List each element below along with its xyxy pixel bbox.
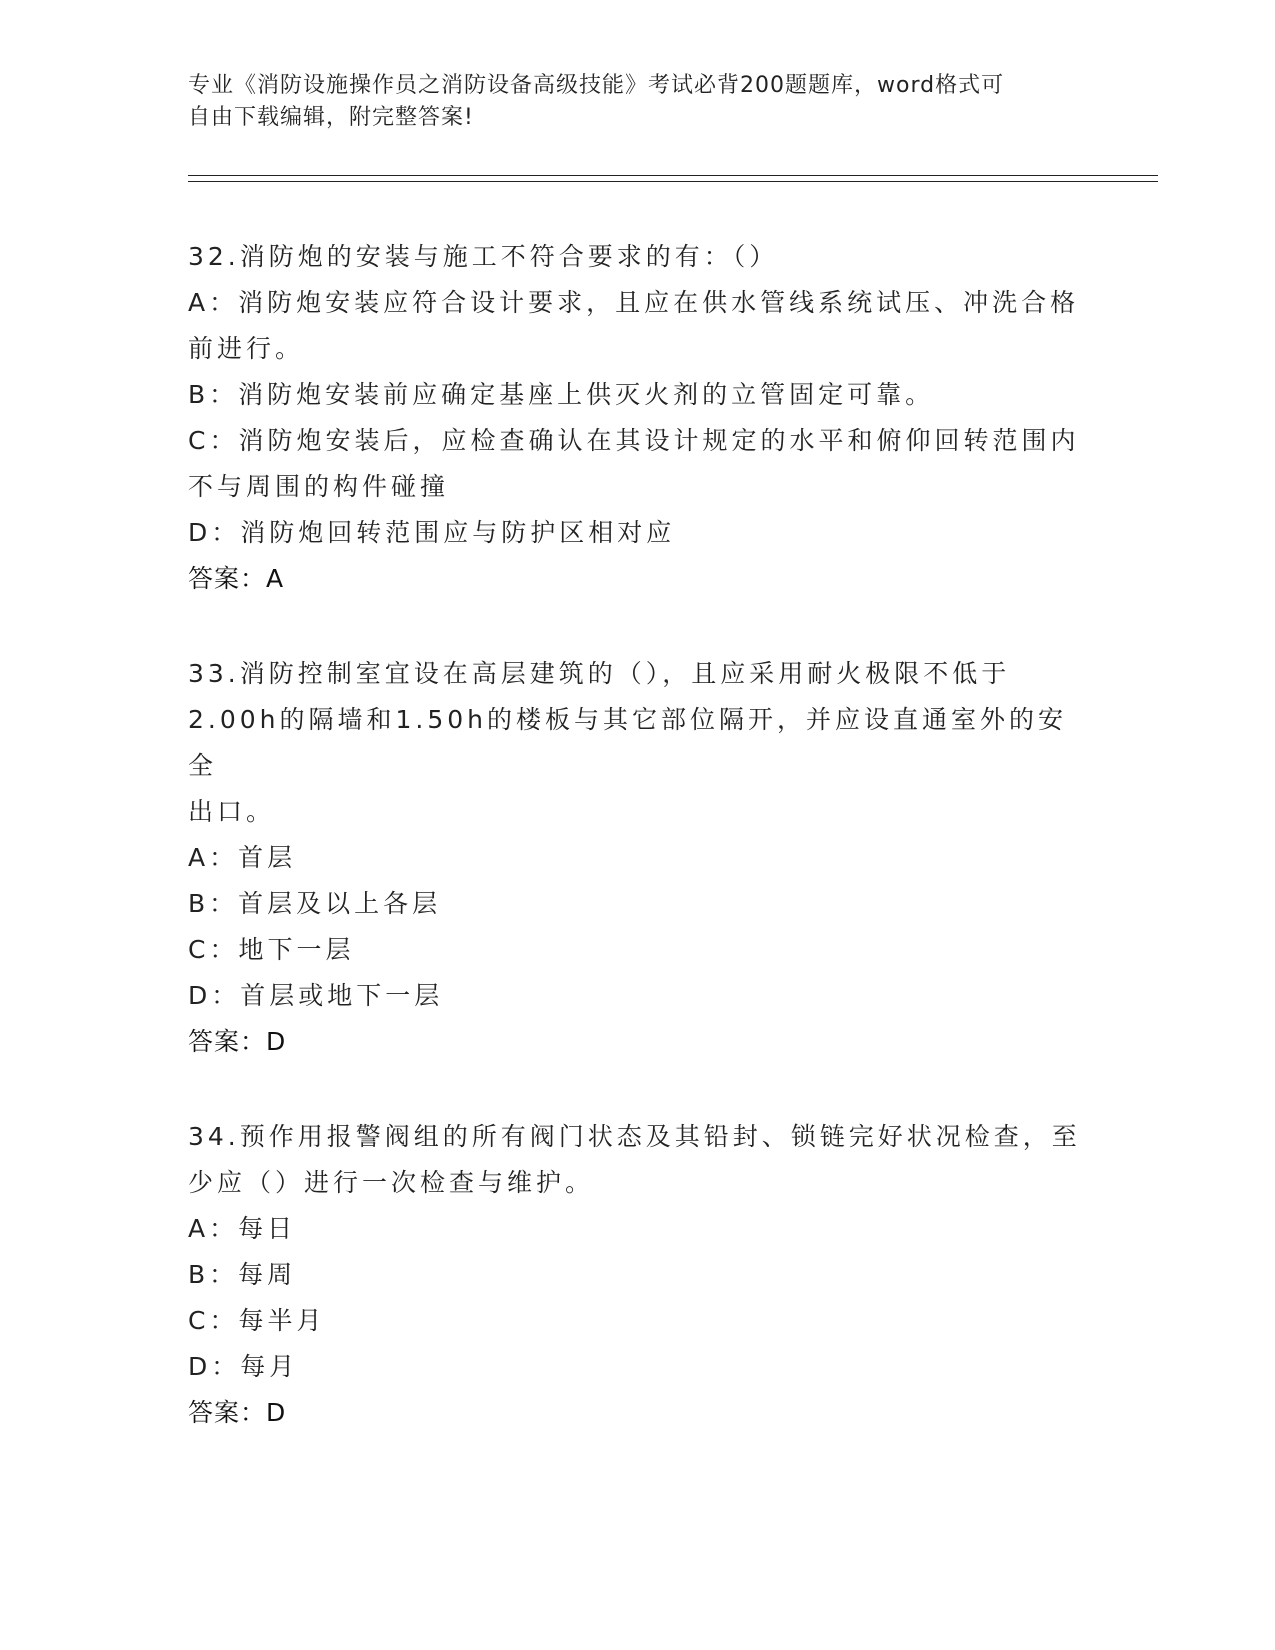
option-d [188,973,1088,1019]
answer-label: 答案：D [188,1027,287,1056]
question-stem: 2.00h的隔墙和1.50h的楼板与其它部位隔开，并应设直通室外的安全 [188,705,1068,780]
question-34 [188,1114,1088,1436]
question-list [188,234,1088,1485]
header-line-1: 专业《消防设施操作员之消防设备高级技能》考试必背200题题库，word格式可 [188,73,1005,98]
header-divider-bottom [188,181,1158,182]
header-line-2: 自由下载编辑，附完整答案! [188,105,474,130]
option-text: B：每周 [188,1260,297,1289]
document-header [188,70,1088,134]
option-c [188,1298,1088,1344]
question-stem: 32.消防炮的安装与施工不符合要求的有：（） [188,242,779,271]
option-a [188,835,1088,881]
option-d [188,1344,1088,1390]
question-stem: 出口。 [188,797,276,826]
option-text: D：每月 [188,1352,299,1381]
option-a [188,1206,1088,1252]
option-text: C：消防炮安装后，应检查确认在其设计规定的水平和俯仰回转范围内 [188,426,1080,455]
option-text: A：首层 [188,843,297,872]
option-text: B：首层及以上各层 [188,889,442,918]
question-33 [188,651,1088,1065]
option-text: 前进行。 [188,334,305,363]
answer-label: 答案：A [188,564,285,593]
answer-label: 答案：D [188,1398,287,1427]
option-text: B：消防炮安装前应确定基座上供灭火剂的立管固定可靠。 [188,380,935,409]
option-a [188,280,1088,372]
option-text: A：消防炮安装应符合设计要求，且应在供水管线系统试压、冲洗合格 [188,288,1080,317]
header-divider-top [188,175,1158,176]
option-text: D：消防炮回转范围应与防护区相对应 [188,518,676,547]
option-c [188,927,1088,973]
question-stem: 33.消防控制室宜设在高层建筑的（），且应采用耐火极限不低于 [188,659,1011,688]
option-text: A：每日 [188,1214,297,1243]
option-b [188,372,1088,418]
option-text: 不与周围的构件碰撞 [188,472,450,501]
option-text: C：每半月 [188,1306,326,1335]
option-d [188,510,1088,556]
option-text: D：首层或地下一层 [188,981,444,1010]
option-b [188,881,1088,927]
question-stem: 34.预作用报警阀组的所有阀门状态及其铅封、锁链完好状况检查，至 [188,1122,1081,1151]
option-c [188,418,1088,510]
question-32 [188,234,1088,602]
option-text: C：地下一层 [188,935,355,964]
question-stem: 少应（）进行一次检查与维护。 [188,1168,595,1197]
option-b [188,1252,1088,1298]
